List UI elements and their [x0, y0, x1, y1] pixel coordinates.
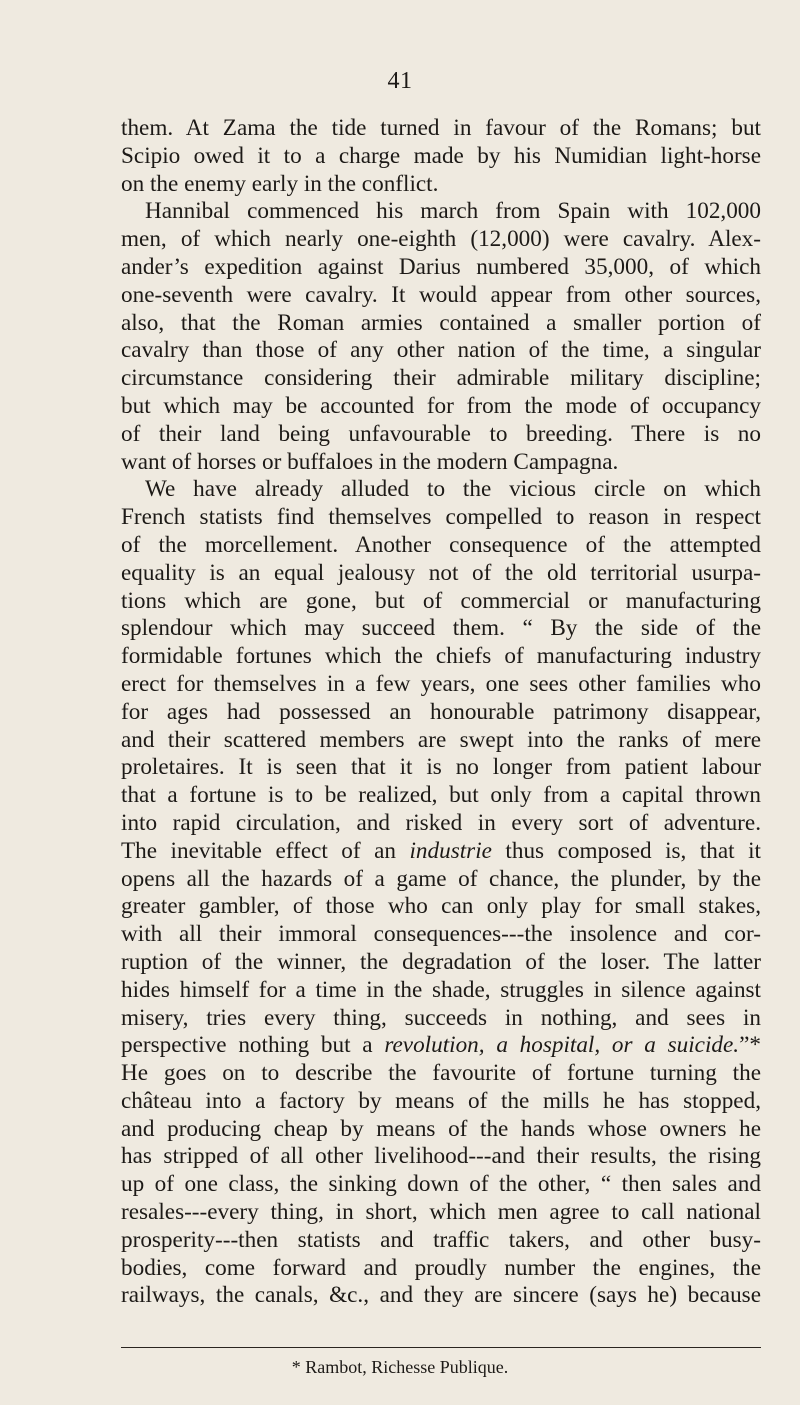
text-segment: with all their immoral consequences---the insolence and cor-: [121, 921, 761, 948]
text-line: [121, 198, 761, 226]
text-segment: equality is an equal jealousy not of the old territorial usurpa-: [121, 559, 761, 586]
text-segment: French statists find themselves compelled to reason in respect: [121, 504, 761, 531]
text-line: [121, 337, 761, 365]
text-segment: ander’s expedition against Darius numbered 35,000, of which: [121, 253, 761, 280]
text-segment: opens all the hazards of a game of chance, the plunder, by the: [121, 865, 761, 892]
text-segment: of the morcellement. Another consequence of the attempted: [121, 531, 761, 558]
text-line: [121, 671, 761, 699]
text-line: [121, 977, 761, 1005]
text-line: [121, 1171, 761, 1199]
text-line: [121, 1255, 761, 1283]
text-line: [121, 171, 761, 199]
text-line: [121, 282, 761, 310]
text-segment: into rapid circulation, and risked in every sort of adventure.: [121, 809, 761, 836]
text-segment: erect for themselves in a few years, one sees other families who: [121, 670, 761, 697]
text-line: [121, 504, 761, 532]
text-segment: tions which are gone, but of commercial or manufacturing: [121, 587, 761, 614]
text-line: [121, 949, 761, 977]
text-line: [121, 1088, 761, 1116]
text-line: [121, 782, 761, 810]
text-segment: that a fortune is to be realized, but only from a capital thrown: [121, 782, 761, 809]
text-segment: also, that the Roman armies contained a smaller portion of: [121, 309, 761, 336]
text-segment: He goes on to describe the favourite of fortune turning the: [121, 1060, 761, 1087]
text-segment: hides himself for a time in the shade, struggles in silence against: [121, 976, 761, 1003]
text-segment: up of one class, the sinking down of the other, “ then sales and: [121, 1171, 761, 1198]
text-segment: misery, tries every thing, succeeds in nothing, and sees in: [121, 1004, 761, 1031]
text-segment: perspective nothing but a: [121, 1032, 385, 1059]
text-line: [121, 699, 761, 727]
text-line: [121, 615, 761, 643]
text-line: [121, 1143, 761, 1171]
text-segment: one-seventh were cavalry. It would appear from other sources,: [121, 281, 761, 308]
text-line: [121, 866, 761, 894]
text-line: [121, 921, 761, 949]
text-line: [121, 893, 761, 921]
text-segment: ”*: [739, 1032, 761, 1059]
text-line: [121, 754, 761, 782]
text-line: [121, 254, 761, 282]
text-line: [121, 1199, 761, 1227]
text-segment: splendour which may succeed them. “ By the side of the: [121, 615, 761, 642]
text-segment: ruption of the winner, the degradation of the loser. The latter: [121, 948, 761, 975]
text-segment: The inevitable effect of an: [121, 837, 410, 864]
text-segment: and their scattered members are swept into the ranks of mere: [121, 726, 761, 753]
text-segment: circumstance considering their admirable military discipline;: [121, 365, 761, 392]
text-segment: for ages had possessed an honourable patrimony disappear,: [121, 698, 761, 725]
italic-text: industrie: [409, 837, 492, 864]
text-line: [121, 1282, 761, 1310]
text-segment: on the enemy early in the conflict.: [121, 170, 439, 197]
text-line: [121, 838, 761, 866]
text-line: [121, 143, 761, 171]
text-segment: men, of which nearly one-eighth (12,000) were cavalry. Alex-: [121, 226, 761, 253]
body-text: [121, 115, 761, 1310]
footnote-rule: [121, 1347, 761, 1348]
text-segment: and producing cheap by means of the hands whose owners he: [121, 1115, 761, 1142]
text-segment: Hannibal commenced his march from Spain with 102,000: [145, 198, 761, 225]
text-segment: has stripped of all other livelihood---and their results, the rising: [121, 1143, 761, 1170]
text-line: [121, 393, 761, 421]
text-line: [121, 1227, 761, 1255]
page-number: 41: [387, 68, 413, 94]
text-line: [121, 1032, 761, 1060]
text-line: [121, 365, 761, 393]
text-line: [121, 588, 761, 616]
text-segment: resales---every thing, in short, which men agree to call national: [121, 1199, 761, 1226]
text-line: [121, 727, 761, 755]
text-segment: cavalry than those of any other nation of the time, a singular: [121, 337, 761, 364]
text-line: [121, 310, 761, 338]
text-segment: château into a factory by means of the mills he has stopped,: [121, 1087, 761, 1114]
text-line: [121, 643, 761, 671]
text-segment: railways, the canals, &c., and they are sincere (says he) because: [121, 1282, 761, 1309]
text-line: [121, 449, 761, 477]
italic-text: revolution, a hospital, or a suicide.: [384, 1032, 740, 1059]
text-segment: bodies, come forward and proudly number the engines, the: [121, 1254, 761, 1281]
text-segment: want of horses or buffaloes in the modern Campagna.: [121, 448, 619, 475]
text-segment: of their land being unfavourable to breeding. There is no: [121, 420, 761, 447]
text-line: [121, 421, 761, 449]
text-line: [121, 1005, 761, 1033]
text-segment: proletaires. It is seen that it is no longer from patient labour: [121, 754, 761, 781]
text-line: [121, 115, 761, 143]
text-segment: We have already alluded to the vicious circle on which: [145, 476, 761, 503]
text-segment: formidable fortunes which the chiefs of manufacturing industry: [121, 643, 761, 670]
text-line: [121, 560, 761, 588]
text-segment: them. At Zama the tide turned in favour of the Romans; but: [121, 115, 761, 141]
text-line: [121, 810, 761, 838]
text-line: [121, 1116, 761, 1144]
text-segment: Scipio owed it to a charge made by his Numidian light-horse: [121, 142, 761, 169]
text-line: [121, 476, 761, 504]
footnote: * Rambot, Richesse Publique.: [291, 1357, 509, 1377]
text-segment: greater gambler, of those who can only play for small stakes,: [121, 893, 761, 920]
text-line: [121, 226, 761, 254]
text-segment: but which may be accounted for from the mode of occupancy: [121, 392, 761, 419]
text-segment: prosperity---then statists and traffic takers, and other busy-: [121, 1226, 761, 1253]
text-line: [121, 1060, 761, 1088]
text-line: [121, 532, 761, 560]
text-segment: thus composed is, that it: [491, 837, 761, 864]
